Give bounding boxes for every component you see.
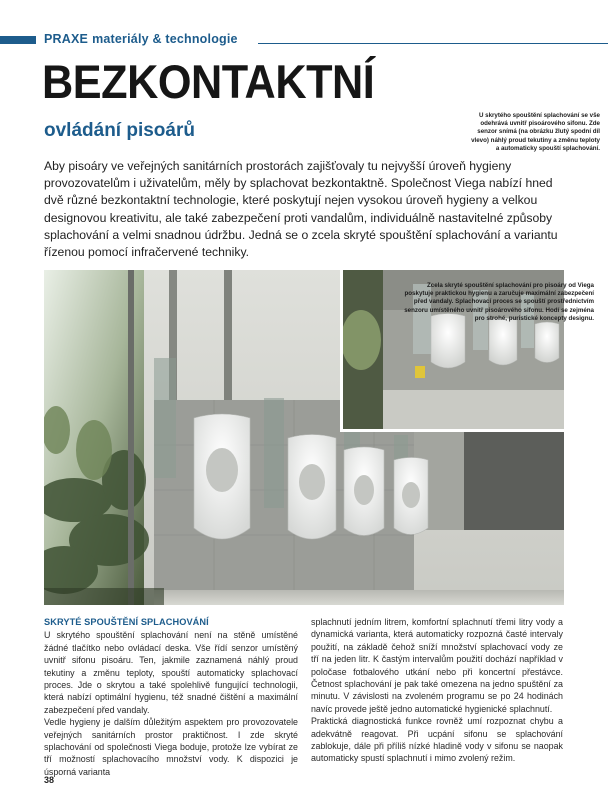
section-category: materiály & technologie [92,32,238,46]
article-heading: SKRYTÉ SPOUŠTĚNÍ SPLACHOVÁNÍ [44,617,209,627]
article-subtitle: ovládání pisoárů [44,120,195,141]
header-accent-bar [0,36,36,44]
main-photo-caption: Zcela skryté spouštění splachování pro pisoáry od Viega poskytuje praktickou hygienu a zaručuje maximální zabezpečení před vandaly. Splachovací proces se spouští prostřednictvím senzoru umístěného uvnitř pisoárového sifonu. Hodí se zejména pro strohé, puristické koncepty designu. [404,282,594,322]
lead-paragraph: Aby pisoáry ve veřejných sanitárních prostorách zajišťovaly tu nejvyšší úroveň hygieny provozovatelům i uživatelům, měly by splachovat bezkontaktně. Společnost Viega nabízí hned dvě různé bezkontaktní technologie, které poskytují nejen vysokou úroveň hygieny a velkou designovou kreativitu, ale také zabezpečení proti vandalům, individuálně nastavitelné způsoby splachování a velmi snadnou údržbu. Jedná se o zcela skryté spouštění splachování a variantu řízenou pomocí infračervené techniky. [44,159,558,260]
article-paragraph: U skrytého spouštění splachování není na stěně umístěné žádné tlačítko nebo ovládací deska. Vše řídí senzor umístěný uvnitř sifonu pisoáru. Ten, jakmile zaznamená náhlý proud tekutiny a změnu teploty, spouští automaticky splachovací proces. Jde o skrytou a také spolehlivě fungující technologii, která nabízí optimální hygienu, též snadné čištění a maximální zabezpečení před vandaly. [44,630,298,715]
section-header [44,32,238,46]
section-name: PRAXE [44,32,89,46]
article-column-right [311,616,563,765]
article-paragraph: splachnutí jedním litrem, komfortní splachnutí třemi litry vody a dynamická varianta, která automaticky rozpozná časté intervaly použití, na základě čehož sníží množství splachovací vody ze tří na jeden litr. K častým intervalům použití dochází například v poločase fotbalového utkání nebo při koncertní přestávce. Četnost splachování je pak také omezena na jedno spuštění za minutu. V závislosti na zvoleném programu se po 24 hodinách navíc provede ještě jedno automatické hygienické splachnutí. [311,617,563,714]
article-title: BEZKONTAKTNÍ [42,55,375,108]
article-column-left [44,616,298,778]
article-paragraph: Vedle hygieny je dalším důležitým aspektem pro provozovatele veřejných sanitárních prostor praktičnost. I zde skryté splachování od společnosti Viega boduje, protože lze vybírat ze tří možností splachovacího množství vody. K dispozici je úsporná varianta [44,717,298,777]
header-rule [258,43,608,44]
article-paragraph: Praktická diagnostická funkce rovněž umí rozpoznat chybu a adekvátně reagovat. Při ucpání sifonu se splachování zablokuje, dále při příliš nízké hladině vody v sifonu se naopak automaticky spustí splachnutí i mimo zvolený režim. [311,716,563,764]
page-number: 38 [44,775,55,785]
inset-caption: U skrytého spouštění splachování se vše odehrává uvnitř pisoárového sifonu. Zde senzor snímá (na obrázku žlutý spodní díl vlevo) náhlý proud tekutiny a změnu teploty a automaticky spouští splachování. [471,112,600,152]
